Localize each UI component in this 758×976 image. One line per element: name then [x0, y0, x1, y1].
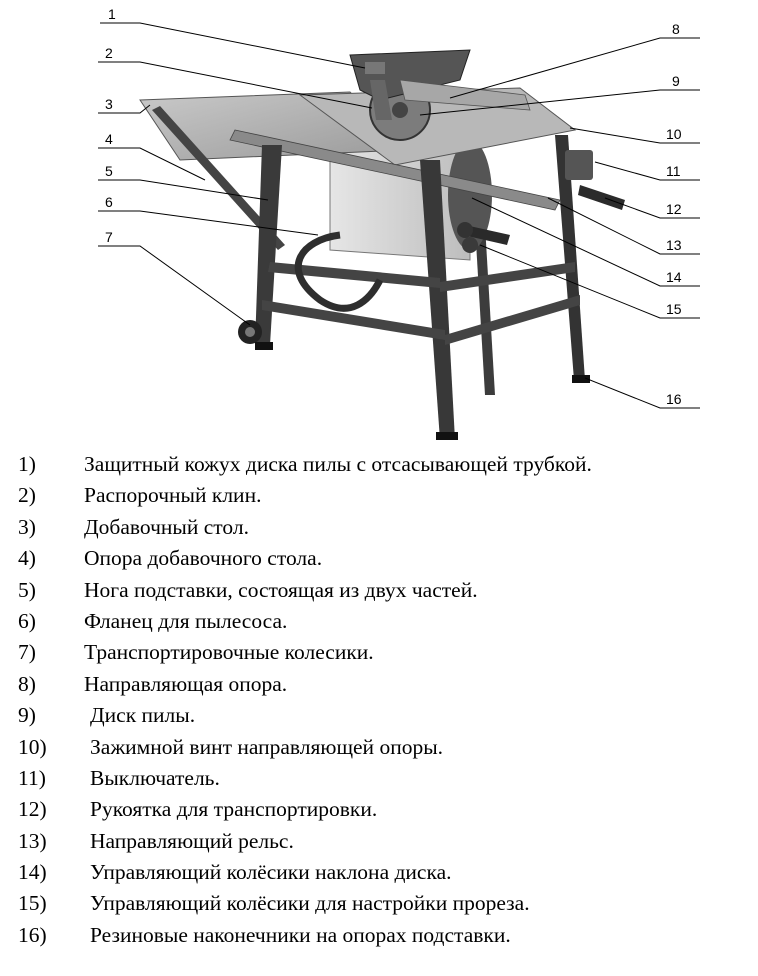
legend-item	[0, 763, 758, 794]
legend-item	[0, 512, 758, 543]
legend-item	[0, 606, 758, 637]
legend-text: Направляющий рельс.	[90, 828, 294, 853]
callout-8: 8	[672, 21, 680, 37]
legend-item	[0, 637, 758, 668]
legend-text: Управляющий колёсики для настройки прореза.	[90, 891, 530, 916]
legend-number: 7)	[18, 640, 36, 665]
legend-number: 6)	[18, 608, 36, 633]
legend-item	[0, 480, 758, 511]
legend-text: Защитный кожух диска пилы с отсасывающей трубкой.	[84, 452, 592, 476]
legend-number: 2)	[18, 483, 36, 508]
legend-item	[0, 700, 758, 731]
callout-10: 10	[666, 126, 682, 142]
callout-13: 13	[666, 237, 682, 253]
callout-1: 1	[108, 6, 116, 22]
legend-number: 9)	[18, 703, 36, 728]
legend-item	[0, 888, 758, 919]
callout-14: 14	[666, 269, 682, 285]
parts-legend	[0, 449, 758, 951]
table-saw-diagram	[0, 0, 758, 445]
callout-16: 16	[666, 391, 682, 407]
callout-5: 5	[105, 163, 113, 179]
legend-text: Добавочный стол.	[84, 514, 249, 539]
legend-text: Фланец для пылесоса.	[84, 608, 288, 633]
callout-2: 2	[105, 45, 113, 61]
legend-text: Управляющий колёсики наклона диска.	[90, 860, 452, 885]
legend-number: 14)	[18, 860, 47, 885]
callout-15: 15	[666, 301, 682, 317]
legend-text: Выключатель.	[90, 765, 220, 790]
callout-6: 6	[105, 194, 113, 210]
callout-3: 3	[105, 96, 113, 112]
legend-number: 16)	[18, 922, 47, 947]
legend-item	[0, 920, 758, 951]
callout-12: 12	[666, 201, 682, 217]
legend-number: 3)	[18, 514, 36, 539]
legend-number: 5)	[18, 577, 36, 602]
legend-text: Транспортировочные колесики.	[84, 640, 374, 665]
legend-text: Резиновые наконечники на опорах подставки.	[90, 922, 511, 947]
legend-text: Диск пилы.	[90, 703, 196, 728]
legend-item	[0, 794, 758, 825]
legend-item	[0, 732, 758, 763]
callout-4: 4	[105, 131, 113, 147]
legend-text: Нога подставки, состоящая из двух частей.	[84, 577, 478, 602]
legend-text: Распорочный клин.	[84, 483, 262, 508]
legend-number: 11)	[18, 765, 46, 790]
legend-number: 10)	[18, 734, 47, 759]
legend-item	[0, 543, 758, 574]
legend-number: 13)	[18, 828, 47, 853]
callout-7: 7	[105, 229, 113, 245]
legend-number: 8)	[18, 671, 36, 696]
callout-9: 9	[672, 73, 680, 89]
legend-text: Зажимной винт направляющей опоры.	[90, 734, 444, 759]
legend-item	[0, 826, 758, 857]
legend-text: Рукоятка для транспортировки.	[90, 797, 378, 822]
legend-number: 15)	[18, 891, 47, 916]
callout-11: 11	[666, 163, 681, 179]
legend-number: 4)	[18, 546, 36, 571]
legend-number: 12)	[18, 797, 47, 822]
legend-item	[0, 669, 758, 700]
legend-text: Направляющая опора.	[84, 671, 288, 696]
legend-item	[0, 857, 758, 888]
legend-text: Опора добавочного стола.	[84, 546, 323, 571]
legend-item	[0, 575, 758, 606]
saw-illustration	[140, 50, 625, 440]
legend-number: 1)	[18, 452, 36, 476]
legend-item	[0, 449, 758, 480]
